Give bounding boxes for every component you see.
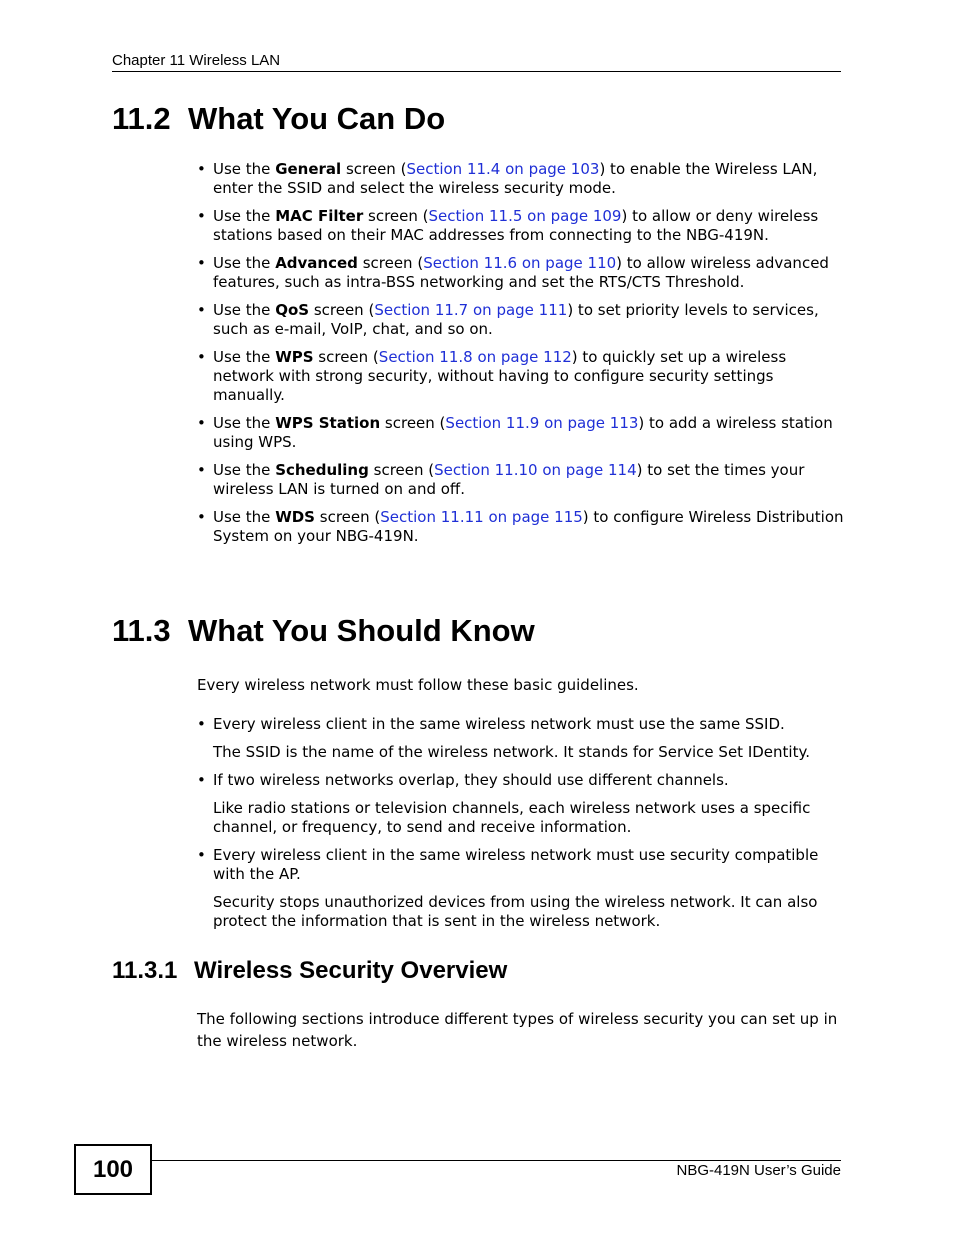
running-header: Chapter 11 Wireless LAN [112, 52, 281, 69]
guideline-text: If two wireless networks overlap, they should use different channels. [213, 771, 729, 789]
cross-reference-link[interactable]: Section 11.6 on page 110 [423, 254, 617, 272]
cross-reference-link[interactable]: Section 11.9 on page 113 [445, 414, 639, 432]
screen-name: Advanced [275, 254, 358, 272]
cross-reference-link[interactable]: Section 11.8 on page 112 [378, 348, 572, 366]
section-heading-11-2 [112, 101, 445, 137]
cross-reference-link[interactable]: Section 11.7 on page 111 [374, 301, 568, 319]
security-overview-paragraph: The following sections introduce different types of wireless security you can set up in the wireless network. [197, 1010, 838, 1050]
item-text: ) to enable the Wireless LAN, enter the SSID and select the wireless security mode. [213, 160, 818, 197]
header-rule [112, 71, 841, 72]
footer-rule [152, 1160, 841, 1161]
list-item [197, 461, 847, 499]
item-text: ) to set priority levels to services, such as e-mail, VoIP, chat, and so on. [213, 301, 819, 338]
cross-reference-link[interactable]: Section 11.4 on page 103 [406, 160, 600, 178]
subsection-heading-11-3-1 [112, 957, 507, 985]
intro-paragraph: Every wireless network must follow these basic guidelines. [197, 676, 639, 694]
list-item [197, 414, 847, 452]
cross-reference-link[interactable]: Section 11.10 on page 114 [434, 461, 637, 479]
list-item [197, 348, 847, 405]
guideline-note: Security stops unauthorized devices from using the wireless network. It can also protect the information that is sent in the wireless network. [213, 893, 818, 930]
running-footer: NBG-419N User’s Guide [676, 1162, 841, 1179]
guideline-text: Every wireless client in the same wireless network must use security compatible with the AP. [213, 846, 819, 883]
list-item [197, 715, 847, 762]
list-item [197, 771, 847, 837]
item-text: ) to set the times your wireless LAN is turned on and off. [213, 461, 805, 498]
list-item [197, 508, 847, 546]
screen-name: WPS [275, 348, 314, 366]
section-number: 11.3.1 [112, 957, 178, 984]
item-text: screen ( [363, 207, 429, 225]
screen-name: WDS [275, 508, 315, 526]
item-text: screen ( [368, 461, 435, 479]
item-text: ) to configure Wireless Distribution System on your NBG-419N. [213, 508, 844, 545]
guideline-note: Like radio stations or television channels, each wireless network uses a specific channel, or frequency, to send and receive information. [213, 799, 811, 836]
item-text: Use the [213, 301, 276, 319]
item-text: ) to allow or deny wireless stations based on their MAC addresses from connecting to the NBG-419N. [213, 207, 819, 244]
screen-name: MAC Filter [275, 207, 364, 225]
list-item [197, 254, 847, 292]
cross-reference-link[interactable]: Section 11.5 on page 109 [428, 207, 622, 225]
section-title: What You Should Know [188, 613, 535, 648]
item-text: ) to quickly set up a wireless network with strong security, without having to configure security settings manually. [213, 348, 787, 404]
item-text: screen ( [309, 301, 375, 319]
guidelines-list [197, 715, 847, 940]
screen-name: Scheduling [275, 461, 369, 479]
page-number: 100 [92, 1155, 134, 1183]
section-heading-11-3 [112, 613, 535, 649]
item-text: screen ( [315, 508, 381, 526]
item-text: Use the [213, 207, 276, 225]
cross-reference-link[interactable]: Section 11.11 on page 115 [380, 508, 583, 526]
item-text: Use the [213, 414, 276, 432]
list-item [197, 301, 847, 339]
item-text: Use the [213, 254, 276, 272]
item-text: screen ( [313, 348, 379, 366]
item-text: Use the [213, 160, 276, 178]
section-number: 11.3 [112, 613, 171, 648]
list-item [197, 846, 847, 931]
list-item [197, 207, 847, 245]
section-number: 11.2 [112, 101, 171, 136]
list-item [197, 160, 847, 198]
guideline-text: Every wireless client in the same wireless network must use the same SSID. [213, 715, 785, 733]
screen-name: WPS Station [275, 414, 381, 432]
item-text: screen ( [380, 414, 446, 432]
item-text: Use the [213, 508, 276, 526]
page-number-box [74, 1144, 152, 1195]
item-text: ) to allow wireless advanced features, such as intra-BSS networking and set the RTS/CTS Threshold. [213, 254, 829, 291]
section-title: What You Can Do [188, 101, 446, 136]
item-text: screen ( [341, 160, 407, 178]
item-text: screen ( [357, 254, 424, 272]
screen-name: General [275, 160, 342, 178]
section-title: Wireless Security Overview [194, 957, 508, 984]
guideline-note: The SSID is the name of the wireless network. It stands for Service Set IDentity. [213, 743, 810, 761]
screen-name: QoS [275, 301, 310, 319]
item-text: Use the [213, 348, 276, 366]
what-you-can-do-list [197, 160, 847, 555]
item-text: ) to add a wireless station using WPS. [213, 414, 833, 451]
item-text: Use the [213, 461, 276, 479]
